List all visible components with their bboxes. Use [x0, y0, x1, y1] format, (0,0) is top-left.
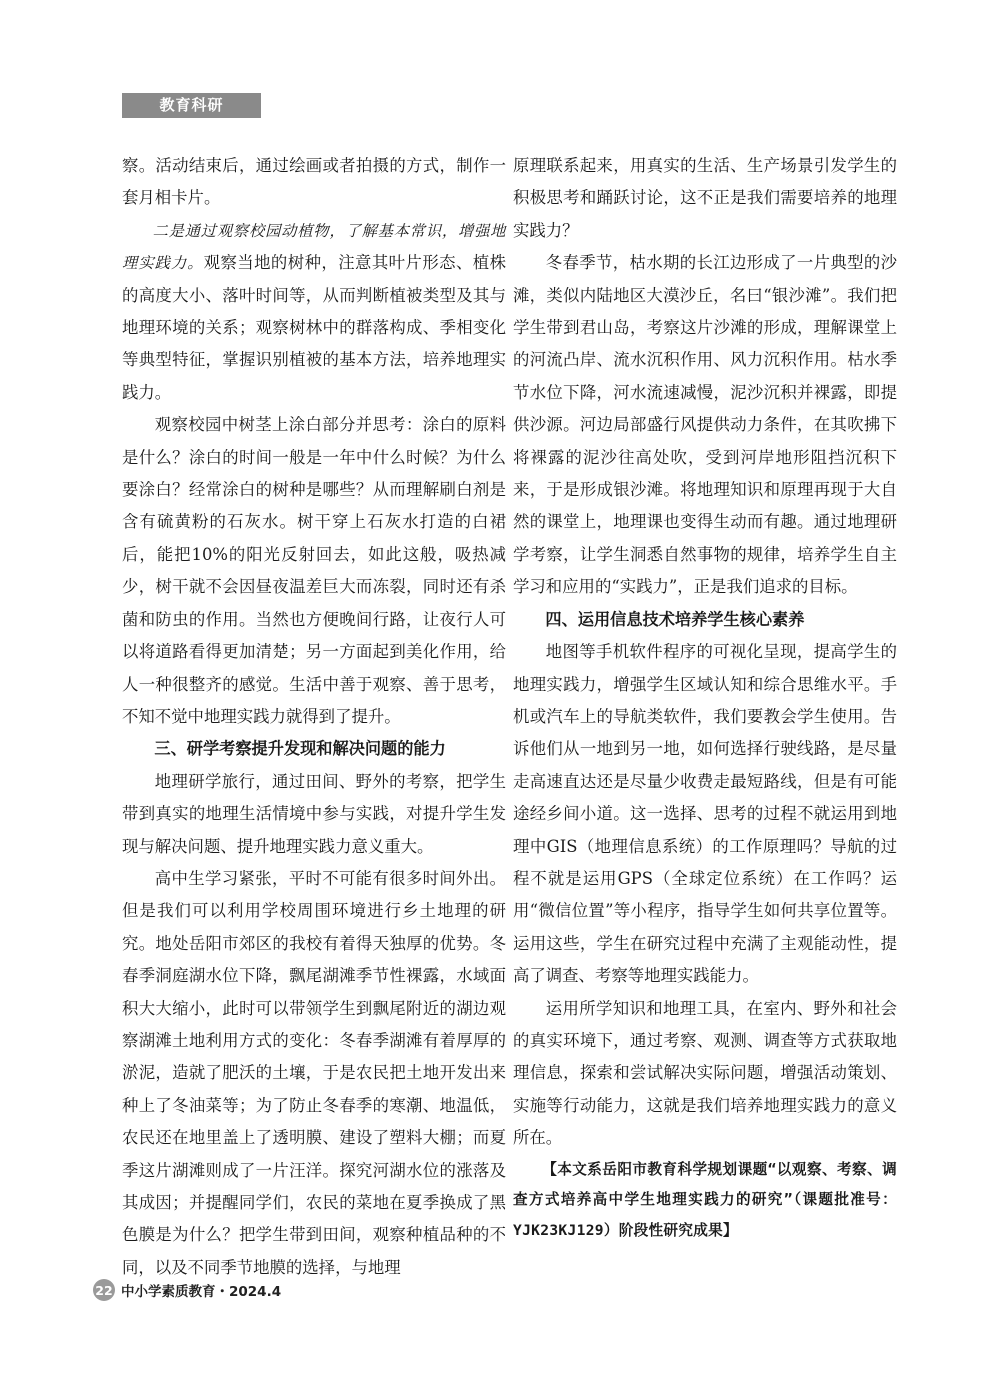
- page-number-badge: 22: [93, 1279, 115, 1301]
- funding-note: 【本文系岳阳市教育科学规划课题“以观察、考察、调查方式培养高中学生地理实践力的研究”（课题批准号：YJK23KJ129）阶段性研究成果】: [513, 1160, 897, 1239]
- paragraph: 运用所学知识和地理工具，在室内、野外和社会的真实环境下，通过考察、观测、调查等方式获取地理信息，探索和尝试解决实际问题，增强活动策划、实施等行动能力，这就是我们培养地理实践力的意义所在。: [513, 998, 897, 1148]
- paragraph: 观察校园中树茎上涂白部分并思考：涂白的原料是什么？涂白的时间一般是一年中什么时候？为什么要涂白？经常涂白的树种是哪些？从而理解刷白剂是含有硫黄粉的石灰水。树干穿上石灰水打造的白裙后，能把10%的阳光反射回去，如此这般，吸热减少，树干就不会因昼夜温差巨大而冻裂，同时还有杀菌和防虫的作用。当然也方便晚间行路，让夜行人可以将道路看得更加清楚；另一方面起到美化作用，给人一种很整齐的感觉。生活中善于观察、善于思考，不知不觉中地理实践力就得到了提升。: [122, 415, 506, 726]
- paragraph: 冬春季节，枯水期的长江边形成了一片典型的沙滩，类似内陆地区大漠沙丘，名曰“银沙滩”。我们把学生带到君山岛，考察这片沙滩的形成，理解课堂上的河流凸岸、流水沉积作用、风力沉积作用。枯水季节水位下降，河水流速减慢，泥沙沉积并裸露，即提供沙源。河边局部盛行风提供动力条件，在其吹拂下将裸露的泥沙往高处吹，受到河岸地形阻挡沉积下来，于是形成银沙滩。将地理知识和原理再现于大自然的课堂上，地理课也变得生动而有趣。通过地理研学考察，让学生洞悉自然事物的规律，培养学生自主学习和应用的“实践力”，正是我们追求的目标。: [513, 253, 897, 597]
- journal-name: 中小学素质教育・2024.4: [121, 1284, 282, 1300]
- left-column: [122, 150, 506, 1284]
- section-heading: 四、运用信息技术培养学生核心素养: [545, 609, 805, 629]
- paragraph: 原理联系起来，用真实的生活、生产场景引发学生的积极思考和踊跃讨论，这不正是我们需要培养的地理实践力？: [513, 156, 897, 240]
- paragraph-emphasis: [122, 215, 506, 409]
- right-column: [513, 150, 897, 1246]
- paragraph: 地理研学旅行，通过田间、野外的考察，把学生带到真实的地理生活情境中参与实践，对提升学生发现与解决问题、提升地理实践力意义重大。: [122, 771, 506, 856]
- paragraph: 高中生学习紧张，平时不可能有很多时间外出。但是我们可以利用学校周围环境进行乡土地理的研究。地处岳阳市郊区的我校有着得天独厚的优势。冬春季洞庭湖水位下降，飘尾湖滩季节性裸露，水域面积大大缩小，此时可以带领学生到飘尾附近的湖边观察湖滩土地利用方式的变化：冬春季湖滩有着厚厚的淤泥，造就了肥沃的土壤，于是农民把土地开发出来种上了冬油菜等；为了防止冬春季的寒潮、地温低，农民还在地里盖上了透明膜、建设了塑料大棚；而夏季这片湖滩则成了一片汪洋。探究河湖水位的涨落及其成因；并提醒同学们，农民的菜地在夏季换成了黑色膜是为什么？把学生带到田间，观察种植品种的不同，以及不同季节地膜的选择，与地理: [122, 868, 506, 1277]
- section-tag: 教育科研: [122, 93, 261, 118]
- paragraph: 察。活动结束后，通过绘画或者拍摄的方式，制作一套月相卡片。: [122, 156, 506, 208]
- page-footer: [93, 1278, 281, 1302]
- emphasis-rest: 观察当地的树种，注意其叶片形态、植株的高度大小、落叶时间等，从而判断植被类型及其与地理环境的关系；观察树林中的群落构成、季相变化等典型特征，掌握识别植被的基本方法，培养地理实践力。: [122, 253, 506, 402]
- section-heading: 三、研学考察提升发现和解决问题的能力: [154, 739, 446, 759]
- paragraph: 地图等手机软件程序的可视化呈现，提高学生的地理实践力，增强学生区域认知和综合思维水平。手机或汽车上的导航类软件，我们要教会学生使用。告诉他们从一地到另一地，如何选择行驶线路，是尽量走高速直达还是尽量少收费走最短路线，但是有可能途经乡间小道。这一选择、思考的过程不就运用到地理中GIS（地理信息系统）的工作原理吗？导航的过程不就是运用GPS（全球定位系统）在工作吗？运用“微信位置”等小程序，指导学生如何共享位置等。运用这些，学生在研究过程中充满了主观能动性，提高了调查、考察等地理实践能力。: [513, 642, 897, 986]
- emphasis-lead: 二是通过观察校园动植物，了解基本常识，增强地理实践力。: [122, 221, 506, 273]
